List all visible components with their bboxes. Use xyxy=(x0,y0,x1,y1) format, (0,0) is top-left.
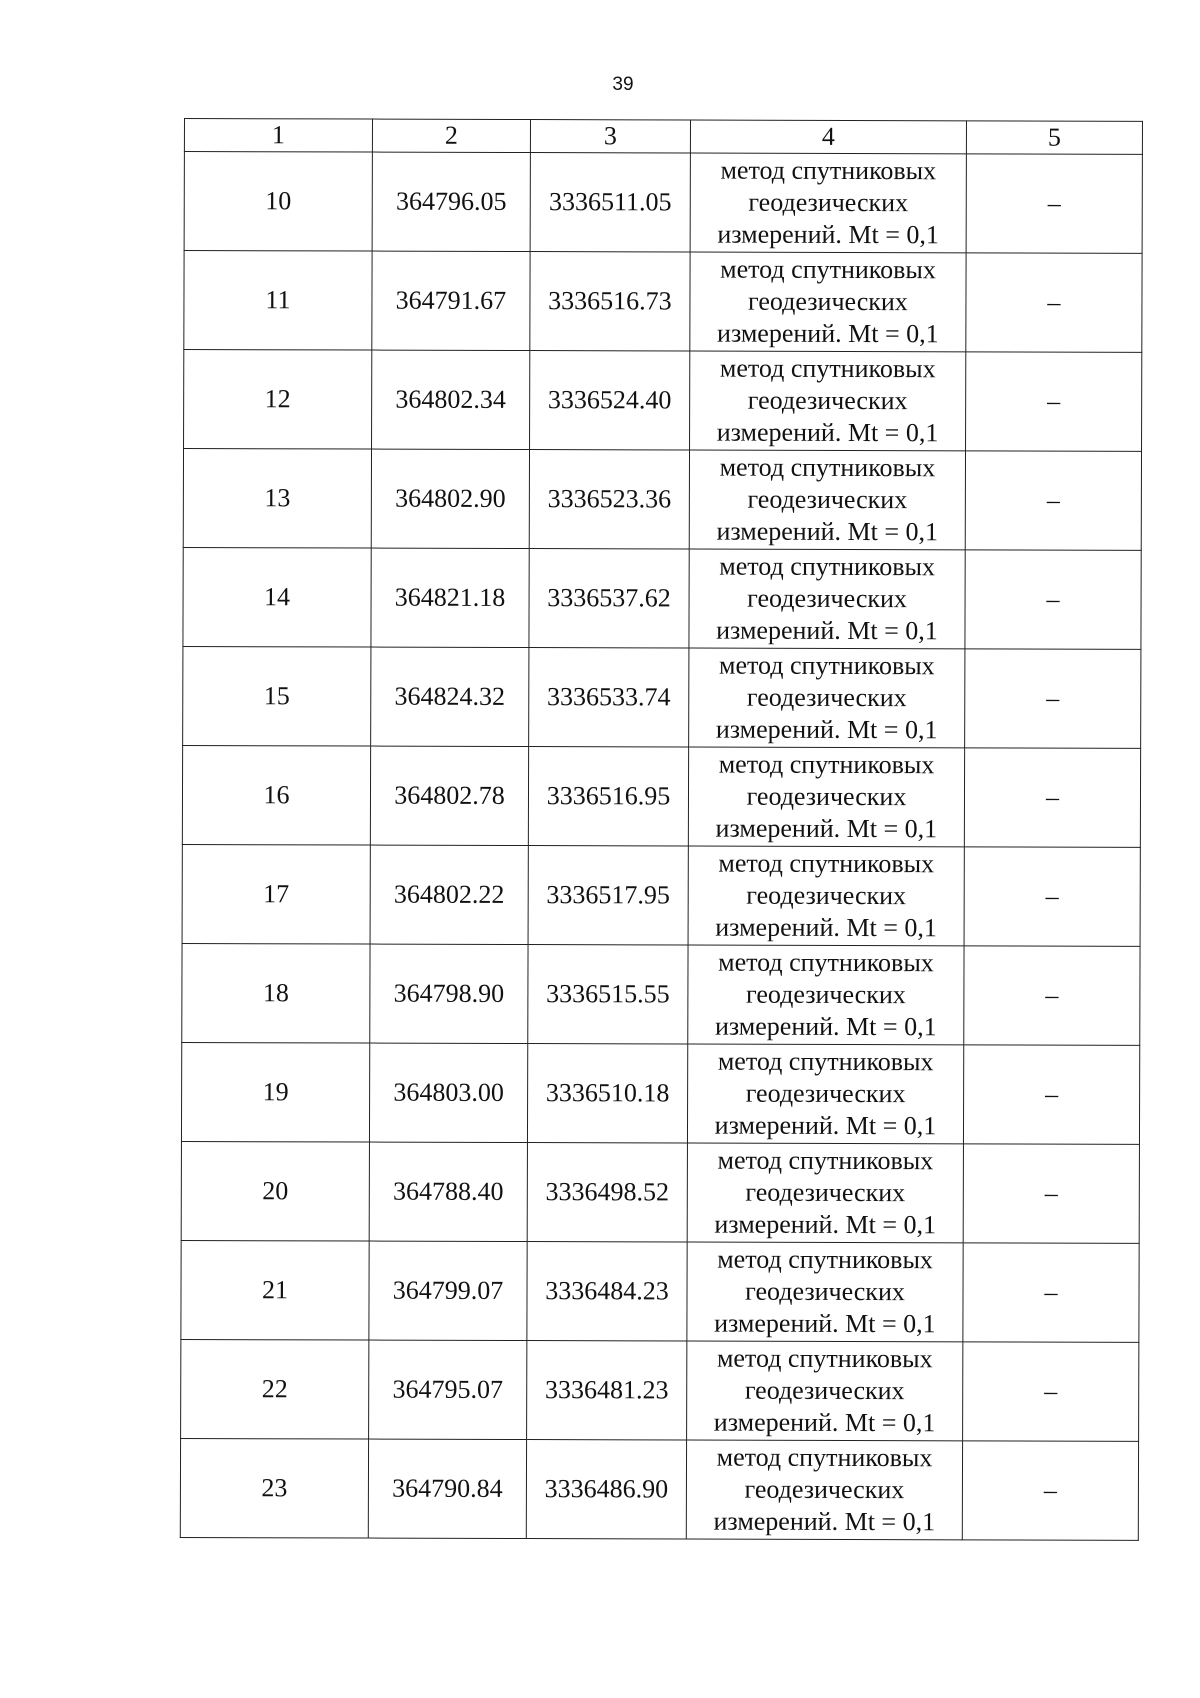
table-row xyxy=(183,547,1141,649)
method-line: метод спутниковых xyxy=(718,848,935,879)
note-cell: – xyxy=(965,649,1141,749)
method-line: измерений. Mt = 0,1 xyxy=(714,1110,937,1141)
method-line: измерений. Mt = 0,1 xyxy=(717,318,939,349)
method-cell xyxy=(687,1242,963,1342)
note-cell: – xyxy=(964,748,1140,848)
point-number-cell: 17 xyxy=(182,844,370,944)
method-line: метод спутниковых xyxy=(720,254,936,285)
method-line: геодезических xyxy=(748,286,908,317)
header-col-2: 2 xyxy=(372,119,530,152)
note-cell: – xyxy=(963,1342,1139,1442)
method-line: геодезических xyxy=(744,1474,905,1505)
x-coordinate-cell: 364790.84 xyxy=(368,1439,526,1538)
point-number-cell: 14 xyxy=(183,547,371,647)
table-row xyxy=(181,1141,1139,1243)
y-coordinate-cell: 3336537.62 xyxy=(529,549,689,648)
method-line: метод спутниковых xyxy=(717,1046,934,1077)
y-coordinate-cell: 3336486.90 xyxy=(526,1440,686,1539)
table-row xyxy=(184,152,1142,254)
note-cell: – xyxy=(964,946,1140,1046)
note-cell: – xyxy=(966,253,1142,353)
point-number-cell: 11 xyxy=(184,251,372,351)
method-line: метод спутниковых xyxy=(717,1145,934,1176)
method-line: геодезических xyxy=(745,979,906,1010)
method-line: геодезических xyxy=(748,187,909,218)
method-line: метод спутниковых xyxy=(718,650,935,681)
method-line: метод спутниковых xyxy=(718,947,934,978)
note-cell: – xyxy=(962,1441,1138,1541)
method-line: измерений. Mt = 0,1 xyxy=(714,1209,937,1240)
header-row xyxy=(184,119,1142,155)
method-line: измерений. Mt = 0,1 xyxy=(715,813,938,844)
method-cell xyxy=(688,945,964,1045)
page-number xyxy=(0,74,1200,96)
x-coordinate-cell: 364802.34 xyxy=(372,350,530,449)
note-cell: – xyxy=(963,1243,1139,1343)
point-number-cell: 22 xyxy=(181,1339,369,1439)
point-number-cell: 23 xyxy=(180,1438,368,1538)
method-cell xyxy=(689,549,965,649)
method-cell xyxy=(690,153,966,253)
point-number-cell: 10 xyxy=(184,152,372,252)
note-cell: – xyxy=(966,352,1142,452)
method-line: метод спутниковых xyxy=(716,1442,933,1473)
table-body xyxy=(180,152,1142,1541)
note-cell: – xyxy=(963,1045,1139,1145)
method-line: геодезических xyxy=(745,1078,906,1109)
method-line: измерений. Mt = 0,1 xyxy=(715,912,937,943)
method-cell xyxy=(686,1440,962,1540)
x-coordinate-cell: 364799.07 xyxy=(369,1241,527,1340)
y-coordinate-cell: 3336481.23 xyxy=(527,1341,687,1440)
note-cell: – xyxy=(965,451,1141,551)
method-line: метод спутниковых xyxy=(718,749,935,780)
note-cell: – xyxy=(964,847,1140,947)
method-line: измерений. Mt = 0,1 xyxy=(714,1011,937,1042)
method-line: метод спутниковых xyxy=(719,353,936,384)
method-line: геодезических xyxy=(747,484,908,515)
point-number-cell: 20 xyxy=(181,1141,369,1241)
x-coordinate-cell: 364798.90 xyxy=(370,944,528,1043)
table-row xyxy=(184,350,1142,452)
method-line: геодезических xyxy=(746,880,907,911)
method-line: геодезических xyxy=(744,1375,905,1406)
method-cell xyxy=(690,351,966,451)
x-coordinate-cell: 364802.90 xyxy=(371,449,529,548)
method-line: измерений. Mt = 0,1 xyxy=(717,219,939,250)
method-line: измерений. Mt = 0,1 xyxy=(715,714,938,745)
table-row xyxy=(183,646,1141,748)
y-coordinate-cell: 3336533.74 xyxy=(529,648,689,747)
y-coordinate-cell: 3336498.52 xyxy=(527,1143,687,1242)
x-coordinate-cell: 364803.00 xyxy=(369,1043,527,1142)
point-number-cell: 12 xyxy=(184,350,372,450)
point-number-cell: 21 xyxy=(181,1240,369,1340)
method-cell xyxy=(688,846,964,946)
y-coordinate-cell: 3336484.23 xyxy=(527,1242,687,1341)
method-line: измерений. Mt = 0,1 xyxy=(714,1308,936,1339)
note-cell: – xyxy=(965,550,1141,650)
y-coordinate-cell: 3336510.18 xyxy=(527,1044,687,1143)
table-header xyxy=(184,119,1142,155)
method-line: метод спутниковых xyxy=(717,1244,934,1275)
method-line: геодезических xyxy=(745,1276,905,1307)
header-col-3: 3 xyxy=(530,120,690,153)
method-cell xyxy=(688,747,964,847)
table-row xyxy=(181,1240,1139,1342)
x-coordinate-cell: 364788.40 xyxy=(369,1142,527,1241)
x-coordinate-cell: 364795.07 xyxy=(369,1340,527,1439)
table-row xyxy=(182,943,1140,1045)
method-line: геодезических xyxy=(747,583,907,614)
point-number-cell: 13 xyxy=(183,449,371,549)
method-line: измерений. Mt = 0,1 xyxy=(716,615,938,646)
method-cell xyxy=(690,252,966,352)
method-line: геодезических xyxy=(745,1177,906,1208)
y-coordinate-cell: 3336516.73 xyxy=(530,252,690,351)
table-row xyxy=(180,1438,1138,1540)
point-number-cell: 19 xyxy=(181,1042,369,1142)
method-line: метод спутниковых xyxy=(719,452,936,483)
method-line: измерений. Mt = 0,1 xyxy=(716,417,939,448)
method-line: измерений. Mt = 0,1 xyxy=(716,516,939,547)
method-cell xyxy=(689,450,965,550)
header-col-5: 5 xyxy=(966,121,1142,155)
method-cell xyxy=(687,1143,963,1243)
method-line: метод спутниковых xyxy=(720,155,937,186)
method-cell xyxy=(689,648,965,748)
table-row xyxy=(184,251,1142,353)
y-coordinate-cell: 3336515.55 xyxy=(528,945,688,1044)
table-row xyxy=(183,449,1141,551)
x-coordinate-cell: 364796.05 xyxy=(372,152,530,251)
x-coordinate-cell: 364821.18 xyxy=(371,548,529,647)
y-coordinate-cell: 3336517.95 xyxy=(528,846,688,945)
method-cell xyxy=(687,1341,963,1441)
method-line: геодезических xyxy=(746,682,907,713)
table-row xyxy=(182,844,1140,946)
page-number-text: 39 xyxy=(612,74,634,95)
method-line: геодезических xyxy=(747,385,908,416)
header-col-1: 1 xyxy=(184,119,372,153)
method-line: метод спутниковых xyxy=(716,1343,933,1374)
header-col-4: 4 xyxy=(690,120,966,154)
point-number-cell: 15 xyxy=(183,646,371,746)
y-coordinate-cell: 3336523.36 xyxy=(529,450,689,549)
method-line: измерений. Mt = 0,1 xyxy=(713,1506,936,1537)
note-cell: – xyxy=(963,1144,1139,1244)
point-number-cell: 18 xyxy=(182,943,370,1043)
x-coordinate-cell: 364791.67 xyxy=(372,251,530,350)
method-line: геодезических xyxy=(746,781,907,812)
x-coordinate-cell: 364824.32 xyxy=(371,647,529,746)
table-row xyxy=(182,745,1140,847)
point-number-cell: 16 xyxy=(182,745,370,845)
y-coordinate-cell: 3336516.95 xyxy=(528,747,688,846)
x-coordinate-cell: 364802.78 xyxy=(370,746,528,845)
y-coordinate-cell: 3336511.05 xyxy=(530,153,690,252)
coordinates-table xyxy=(180,118,1143,1541)
method-line: измерений. Mt = 0,1 xyxy=(713,1407,936,1438)
y-coordinate-cell: 3336524.40 xyxy=(530,351,690,450)
x-coordinate-cell: 364802.22 xyxy=(370,845,528,944)
method-line: метод спутниковых xyxy=(719,551,936,582)
method-cell xyxy=(687,1044,963,1144)
table-row xyxy=(181,1339,1139,1441)
note-cell: – xyxy=(966,154,1142,254)
table-row xyxy=(181,1042,1139,1144)
